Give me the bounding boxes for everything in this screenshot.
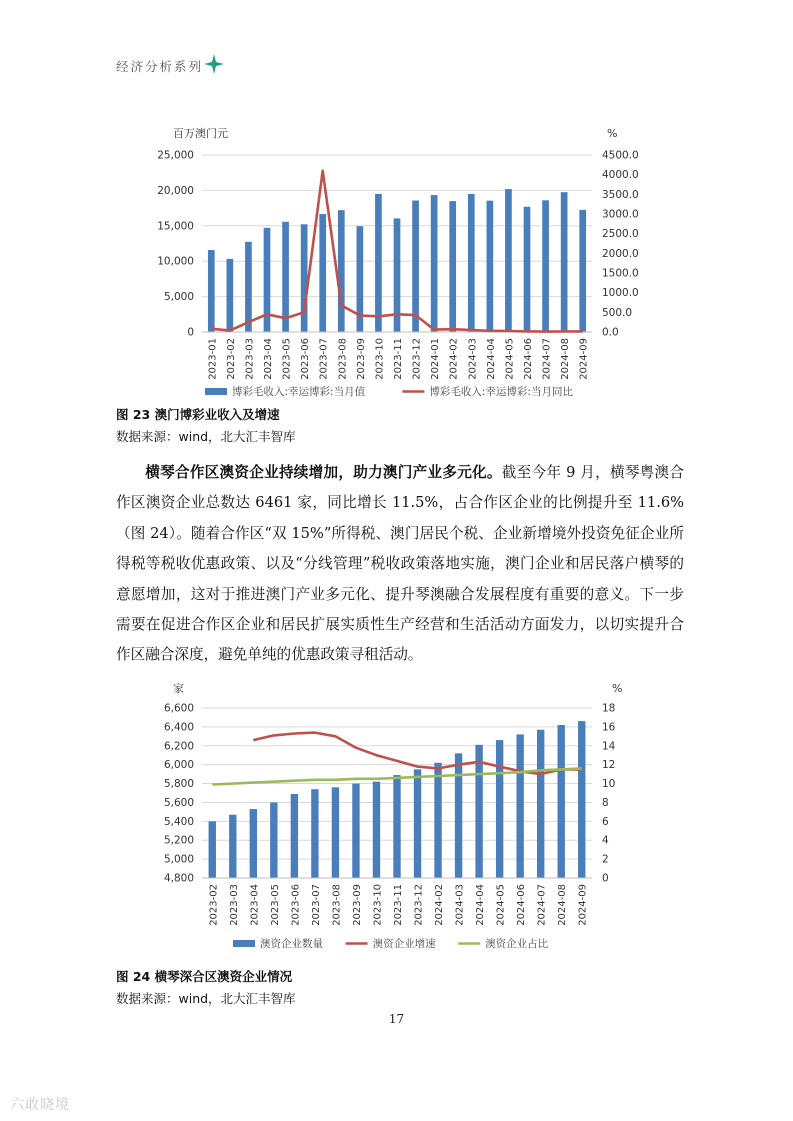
right-tick-label: 0.0 bbox=[602, 326, 619, 339]
bar-2023-08 bbox=[332, 787, 339, 878]
watermark: 六敢晓境 bbox=[10, 1097, 70, 1113]
x-tick-label: 2023-06 bbox=[300, 338, 312, 380]
right-tick-label: 500.0 bbox=[602, 306, 633, 319]
right-tick-label: 1000.0 bbox=[602, 287, 639, 300]
right-tick-label: 2000.0 bbox=[602, 247, 639, 260]
right-tick-label: 16 bbox=[602, 721, 616, 734]
bar-2024-06 bbox=[524, 207, 531, 332]
left-tick-label: 5,400 bbox=[163, 815, 194, 828]
legend-label: 博彩毛收入:幸运博彩:当月值 bbox=[232, 386, 366, 398]
right-tick-label: 6 bbox=[602, 815, 609, 828]
bar-2023-05 bbox=[270, 802, 277, 878]
bar-2024-08 bbox=[561, 192, 568, 332]
left-tick-label: 10,000 bbox=[157, 255, 194, 268]
right-tick-label: 1500.0 bbox=[602, 267, 639, 280]
figure-24-source: 数据来源：wind，北大汇丰智库 bbox=[116, 991, 296, 1006]
bar-2024-09 bbox=[578, 721, 585, 878]
left-tick-label: 4,800 bbox=[163, 872, 194, 885]
left-tick-label: 5,800 bbox=[163, 778, 194, 791]
series-line-1 bbox=[253, 733, 581, 775]
left-tick-label: 20,000 bbox=[157, 184, 194, 197]
x-tick-label: 2023-12 bbox=[411, 338, 423, 380]
left-tick-label: 15,000 bbox=[157, 220, 194, 233]
x-tick-label: 2024-02 bbox=[434, 884, 446, 926]
bar-2024-01 bbox=[431, 195, 438, 332]
bar-2023-10 bbox=[375, 194, 382, 332]
x-tick-label: 2023-03 bbox=[244, 338, 256, 380]
x-tick-label: 2024-09 bbox=[577, 884, 589, 926]
x-tick-label: 2023-03 bbox=[228, 884, 240, 926]
x-tick-label: 2024-05 bbox=[495, 884, 507, 926]
figure-23-caption: 图 23 澳门博彩业收入及增速 bbox=[116, 407, 280, 422]
left-axis-unit: 家 bbox=[173, 682, 184, 695]
bar-2023-06 bbox=[291, 794, 298, 878]
x-tick-label: 2023-07 bbox=[310, 884, 322, 926]
left-tick-label: 6,400 bbox=[163, 721, 194, 734]
right-tick-label: 2 bbox=[602, 853, 609, 866]
series-header: 经济分析系列 bbox=[116, 59, 204, 74]
bar-2023-09 bbox=[352, 784, 359, 878]
right-axis-unit: % bbox=[612, 682, 623, 695]
x-tick-label: 2023-10 bbox=[372, 884, 384, 926]
x-tick-label: 2023-08 bbox=[337, 338, 349, 380]
left-tick-label: 5,200 bbox=[163, 834, 194, 847]
bar-2023-03 bbox=[245, 242, 252, 332]
right-tick-label: 4 bbox=[602, 834, 609, 847]
legend-label: 澳资企业增速 bbox=[372, 938, 436, 950]
bar-2023-01 bbox=[208, 250, 215, 332]
left-tick-label: 5,000 bbox=[163, 853, 194, 866]
legend-swatch bbox=[233, 940, 255, 947]
legend-label: 博彩毛收入:幸运博彩:当月同比 bbox=[429, 386, 573, 398]
left-tick-label: 6,200 bbox=[163, 740, 194, 753]
bar-2024-04 bbox=[487, 201, 494, 332]
x-tick-label: 2023-11 bbox=[393, 884, 404, 926]
x-tick-label: 2023-10 bbox=[374, 338, 386, 380]
bar-2023-03 bbox=[229, 815, 236, 878]
x-tick-label: 2023-12 bbox=[413, 884, 425, 926]
right-tick-label: 4500.0 bbox=[602, 149, 639, 162]
x-tick-label: 2023-02 bbox=[208, 884, 220, 926]
bar-2024-08 bbox=[558, 725, 565, 878]
x-tick-label: 2024-07 bbox=[536, 884, 548, 926]
bar-2023-11 bbox=[393, 775, 400, 878]
bar-2023-07 bbox=[311, 789, 318, 878]
x-tick-label: 2023-11 bbox=[393, 338, 404, 380]
bar-2024-05 bbox=[496, 740, 503, 878]
right-tick-label: 12 bbox=[602, 759, 616, 772]
bar-2023-02 bbox=[227, 259, 234, 332]
x-tick-label: 2024-08 bbox=[557, 884, 569, 926]
bar-2023-06 bbox=[301, 224, 308, 332]
x-tick-label: 2023-05 bbox=[269, 884, 281, 926]
legend-swatch bbox=[205, 388, 227, 395]
left-axis-unit: 百万澳门元 bbox=[173, 127, 228, 140]
left-tick-label: 6,600 bbox=[163, 702, 194, 715]
bar-2023-07 bbox=[319, 214, 326, 332]
bar-2024-05 bbox=[505, 189, 512, 332]
bar-2023-12 bbox=[412, 201, 419, 332]
x-tick-label: 2024-04 bbox=[485, 338, 497, 380]
bar-2024-04 bbox=[475, 745, 482, 878]
left-tick-label: 6,000 bbox=[163, 759, 194, 772]
right-tick-label: 0 bbox=[602, 872, 609, 885]
right-axis-unit: % bbox=[607, 127, 618, 140]
x-tick-label: 2023-09 bbox=[355, 338, 367, 380]
bar-2024-02 bbox=[434, 763, 441, 878]
left-tick-label: 5,000 bbox=[163, 291, 194, 304]
x-tick-label: 2024-04 bbox=[475, 884, 487, 926]
bar-2023-10 bbox=[373, 782, 380, 878]
x-tick-label: 2023-07 bbox=[318, 338, 330, 380]
bar-2023-05 bbox=[282, 222, 289, 332]
x-tick-label: 2023-09 bbox=[351, 884, 363, 926]
right-tick-label: 10 bbox=[602, 778, 616, 791]
bar-2023-08 bbox=[338, 210, 345, 332]
x-tick-label: 2024-03 bbox=[454, 884, 466, 926]
x-tick-label: 2024-01 bbox=[430, 338, 442, 380]
bar-2023-04 bbox=[250, 809, 257, 878]
x-tick-label: 2023-02 bbox=[225, 338, 237, 380]
left-tick-label: 0 bbox=[187, 326, 194, 339]
gaming-revenue-chart bbox=[0, 0, 793, 400]
x-tick-label: 2024-03 bbox=[467, 338, 479, 380]
bar-2023-02 bbox=[209, 821, 216, 878]
bar-2024-09 bbox=[579, 210, 586, 332]
right-tick-label: 2500.0 bbox=[602, 228, 639, 241]
right-tick-label: 8 bbox=[602, 796, 609, 809]
x-tick-label: 2023-04 bbox=[263, 338, 274, 380]
x-tick-label: 2024-06 bbox=[523, 338, 534, 380]
right-tick-label: 4000.0 bbox=[602, 169, 639, 182]
x-tick-label: 2024-06 bbox=[516, 884, 528, 926]
x-tick-label: 2024-07 bbox=[541, 338, 553, 380]
bar-2023-12 bbox=[414, 769, 421, 878]
bar-2024-02 bbox=[449, 201, 456, 332]
bar-2024-06 bbox=[516, 734, 523, 878]
right-tick-label: 18 bbox=[602, 702, 616, 715]
bar-2024-07 bbox=[542, 200, 549, 332]
figure-24-caption: 图 24 横琴深合区澳资企业情况 bbox=[116, 969, 293, 984]
x-tick-label: 2023-01 bbox=[207, 338, 219, 380]
bar-2024-03 bbox=[468, 194, 475, 332]
macau-enterprise-chart bbox=[0, 676, 793, 956]
x-tick-label: 2023-06 bbox=[290, 884, 302, 926]
legend-label: 澳资企业占比 bbox=[485, 938, 549, 950]
x-tick-label: 2024-08 bbox=[560, 338, 572, 380]
left-tick-label: 25,000 bbox=[157, 149, 194, 162]
x-tick-label: 2024-05 bbox=[504, 338, 516, 380]
left-tick-label: 5,600 bbox=[163, 796, 194, 809]
legend-label: 澳资企业数量 bbox=[260, 938, 323, 950]
x-tick-label: 2024-02 bbox=[448, 338, 460, 380]
x-tick-label: 2024-09 bbox=[578, 338, 590, 380]
right-tick-label: 14 bbox=[602, 740, 616, 753]
page-number: 17 bbox=[388, 1012, 405, 1026]
x-tick-label: 2023-08 bbox=[331, 884, 343, 926]
bar-2024-03 bbox=[455, 753, 462, 878]
right-tick-label: 3000.0 bbox=[602, 208, 639, 221]
body-paragraph bbox=[116, 458, 684, 671]
figure-23-source: 数据来源：wind，北大汇丰智库 bbox=[116, 429, 296, 444]
x-tick-label: 2023-05 bbox=[281, 338, 293, 380]
right-tick-label: 3500.0 bbox=[602, 188, 639, 201]
x-tick-label: 2023-04 bbox=[249, 884, 261, 926]
paragraph-body: 截至今年 9 月，横琴粤澳合作区澳资企业总数达 6461 家，同比增长 11.5%，占合作区企业的比例提升至 11.6%（图 24）。随着合作区“双 15%”所得税、澳门居民个税、企业新增境外投资免征企业所得税等税收优惠政策、以及“分线管理”税收政策落地实施，澳门企业和居民落户横琴的意愿增加，这对于推进澳门产业多元化、提升琴澳融合发展程度有重要的意义。下一步需要在促进合作区企业和居民扩展实质性生产经营和生活活动方面发力，以切实提升合作区融合深度，避免单纯的优惠政策寻租活动。 bbox=[116, 464, 684, 664]
bar-2024-07 bbox=[537, 730, 544, 878]
paragraph-lead: 横琴合作区澳资企业持续增加，助力澳门产业多元化。 bbox=[145, 464, 502, 481]
